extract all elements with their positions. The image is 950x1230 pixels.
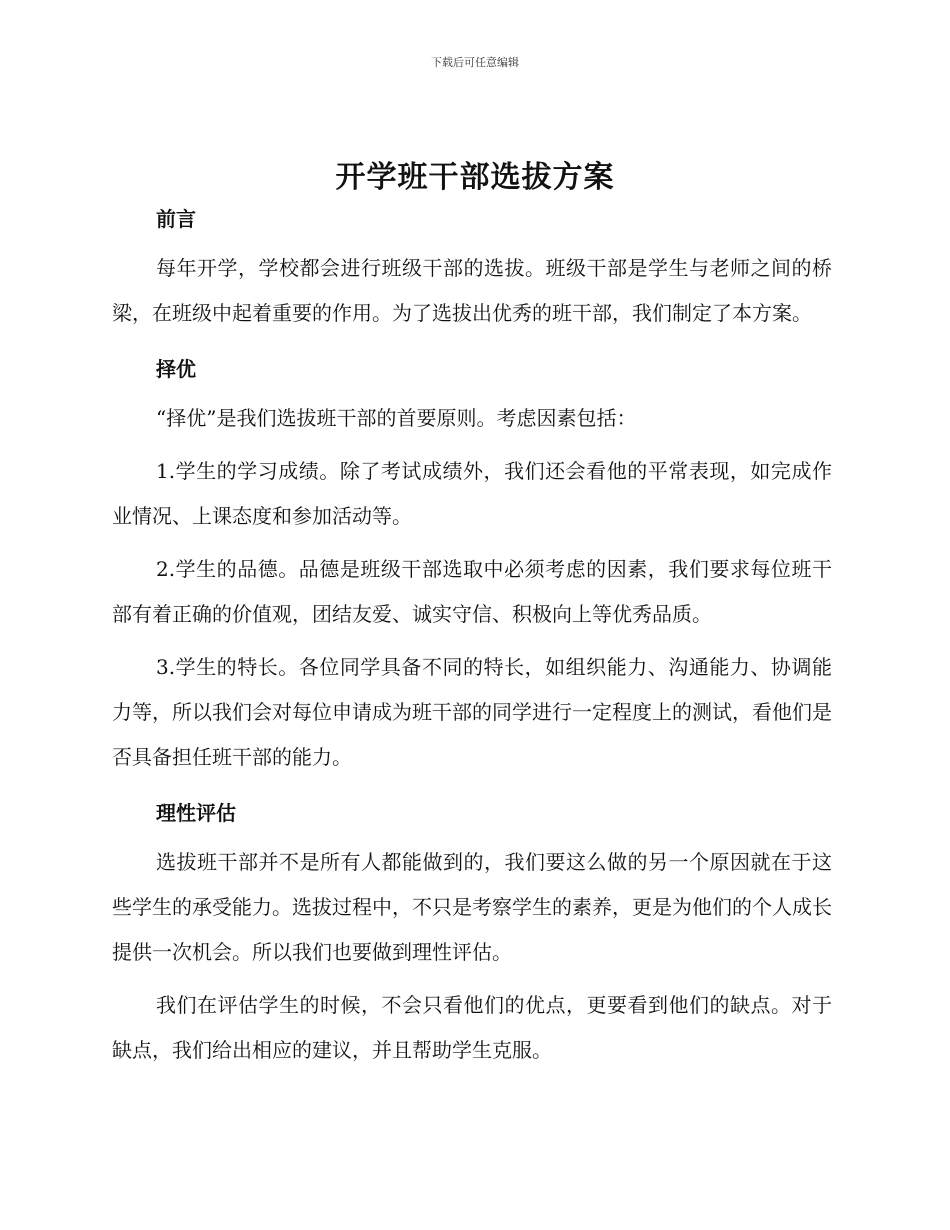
paragraph-evaluation-2: 我们在评估学生的时候，不会只看他们的优点，更要看到他们的缺点。对于缺点，我们给出相应的建议，并且帮助学生克服。 — [112, 993, 832, 1062]
list-item-merit-1: 1.学生的学习成绩。除了考试成绩外，我们还会看他的平常表现，如完成作业情况、上课态度和参加活动等。 — [112, 459, 832, 528]
document-body — [112, 200, 832, 1073]
paragraph-evaluation-1: 选拔班干部并不是所有人都能做到的，我们要这么做的另一个原因就在于这些学生的承受能力。选拔过程中，不只是考察学生的素养，更是为他们的个人成长提供一次机会。所以我们也要做到理性评估。 — [112, 850, 832, 964]
list-item-merit-3: 3.学生的特长。各位同学具备不同的特长，如组织能力、沟通能力、协调能力等，所以我们会对每位申请成为班干部的同学进行一定程度上的测试，看他们是否具备担任班干部的能力。 — [112, 655, 832, 769]
section-heading-preface: 前言 — [156, 207, 196, 231]
section-heading-merit: 择优 — [156, 357, 196, 381]
header-note: 下载后可任意编辑 — [431, 56, 519, 69]
list-item-merit-2: 2.学生的品德。品德是班级干部选取中必须考虑的因素，我们要求每位班干部有着正确的价值观，团结友爱、诚实守信、积极向上等优秀品质。 — [112, 557, 832, 626]
paragraph-preface-1: 每年开学，学校都会进行班级干部的选拔。班级干部是学生与老师之间的桥梁，在班级中起着重要的作用。为了选拔出优秀的班干部，我们制定了本方案。 — [112, 256, 832, 325]
section-heading-evaluation: 理性评估 — [156, 801, 236, 825]
document-title: 开学班干部选拔方案 — [335, 160, 615, 195]
paragraph-merit-intro: “择优”是我们选拔班干部的首要原则。考虑因素包括： — [156, 406, 637, 430]
